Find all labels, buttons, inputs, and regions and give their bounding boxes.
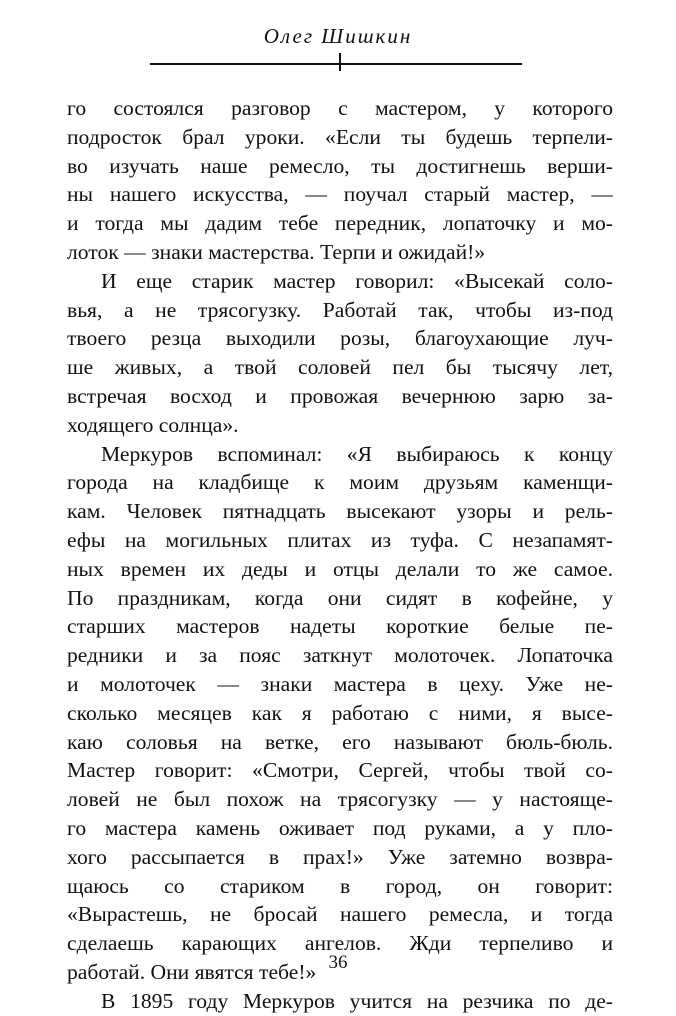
text-line: Меркуров вспоминал: «Я выбираюсь к концу (101, 441, 613, 466)
text-line: го состоялся разговор с мастером, у которого (67, 96, 613, 120)
page-number: 36 (328, 952, 348, 973)
text-line: лоток — знаки мастерства. Терпи и ожидай!» (67, 239, 486, 264)
text-line: твоего резца выходили розы, благоухающие луч- (67, 326, 613, 351)
text-line: города на кладбище к моим друзьям каменщи- (67, 470, 613, 495)
text-line: и тогда мы дадим тебе передник, лопаточку и мо- (67, 211, 613, 236)
text-line: старших мастеров надеты короткие белые пе- (67, 614, 613, 639)
text-line: подросток брал уроки. «Если ты будешь терпели- (67, 124, 613, 149)
header-rule-tick (339, 53, 341, 71)
text-line: ловей не был похож на трясогузку — у настояще- (67, 787, 613, 812)
text-line: И еще старик мастер говорил: «Высекай соло- (101, 268, 613, 293)
text-line: ефы на могильных плитах из туфа. С незапамят- (67, 527, 613, 552)
text-line: По праздникам, когда они сидят в кофейне, у (67, 585, 613, 610)
text-line: встречая восход и провожая вечернюю зарю за- (67, 383, 613, 408)
text-line: «Вырастешь, не бросай нашего ремесла, и тогда (67, 902, 613, 927)
text-line: вья, а не трясогузку. Работай так, чтобы из-под (67, 297, 613, 322)
text-line: во изучать наше ремесло, ты достигнешь верши- (67, 153, 613, 178)
text-line: каю соловья на ветке, его называют бюль-бюль. (67, 729, 613, 754)
page-body-text (67, 94, 613, 1016)
text-line: щаюсь со стариком в город, он говорит: (67, 873, 613, 898)
text-line: ны нашего искусства, — поучал старый мастер, — (67, 182, 613, 207)
text-line: редники и за пояс заткнут молоточек. Лопаточка (67, 643, 613, 668)
header-author-name: Олег Шишкин (263, 24, 413, 48)
text-line: ных времен их деды и отцы делали то же самое. (67, 556, 613, 581)
text-line: ходящего солнца». (67, 412, 239, 437)
text-line: сколько месяцев как я работаю с ними, я высе- (67, 700, 613, 725)
text-line: работай. Они явятся тебе!» (67, 959, 317, 984)
text-line: кам. Человек пятнадцать высекают узоры и рель- (67, 499, 613, 524)
text-line: ше живых, а твой соловей пел бы тысячу лет, (67, 355, 613, 380)
text-line: В 1895 году Меркуров учится на резчика по де- (101, 988, 613, 1013)
text-line: сделаешь карающих ангелов. Жди терпеливо и (67, 931, 613, 956)
text-line: хого рассыпается в прах!» Уже затемно возвра- (67, 844, 613, 869)
text-line: и молоточек — знаки мастера в цеху. Уже не- (67, 671, 613, 696)
text-line: Мастер говорит: «Смотри, Сергей, чтобы твой со- (67, 758, 613, 783)
text-line: го мастера камень оживает под руками, а у пло- (67, 815, 613, 840)
header-rule-divider (150, 63, 522, 65)
